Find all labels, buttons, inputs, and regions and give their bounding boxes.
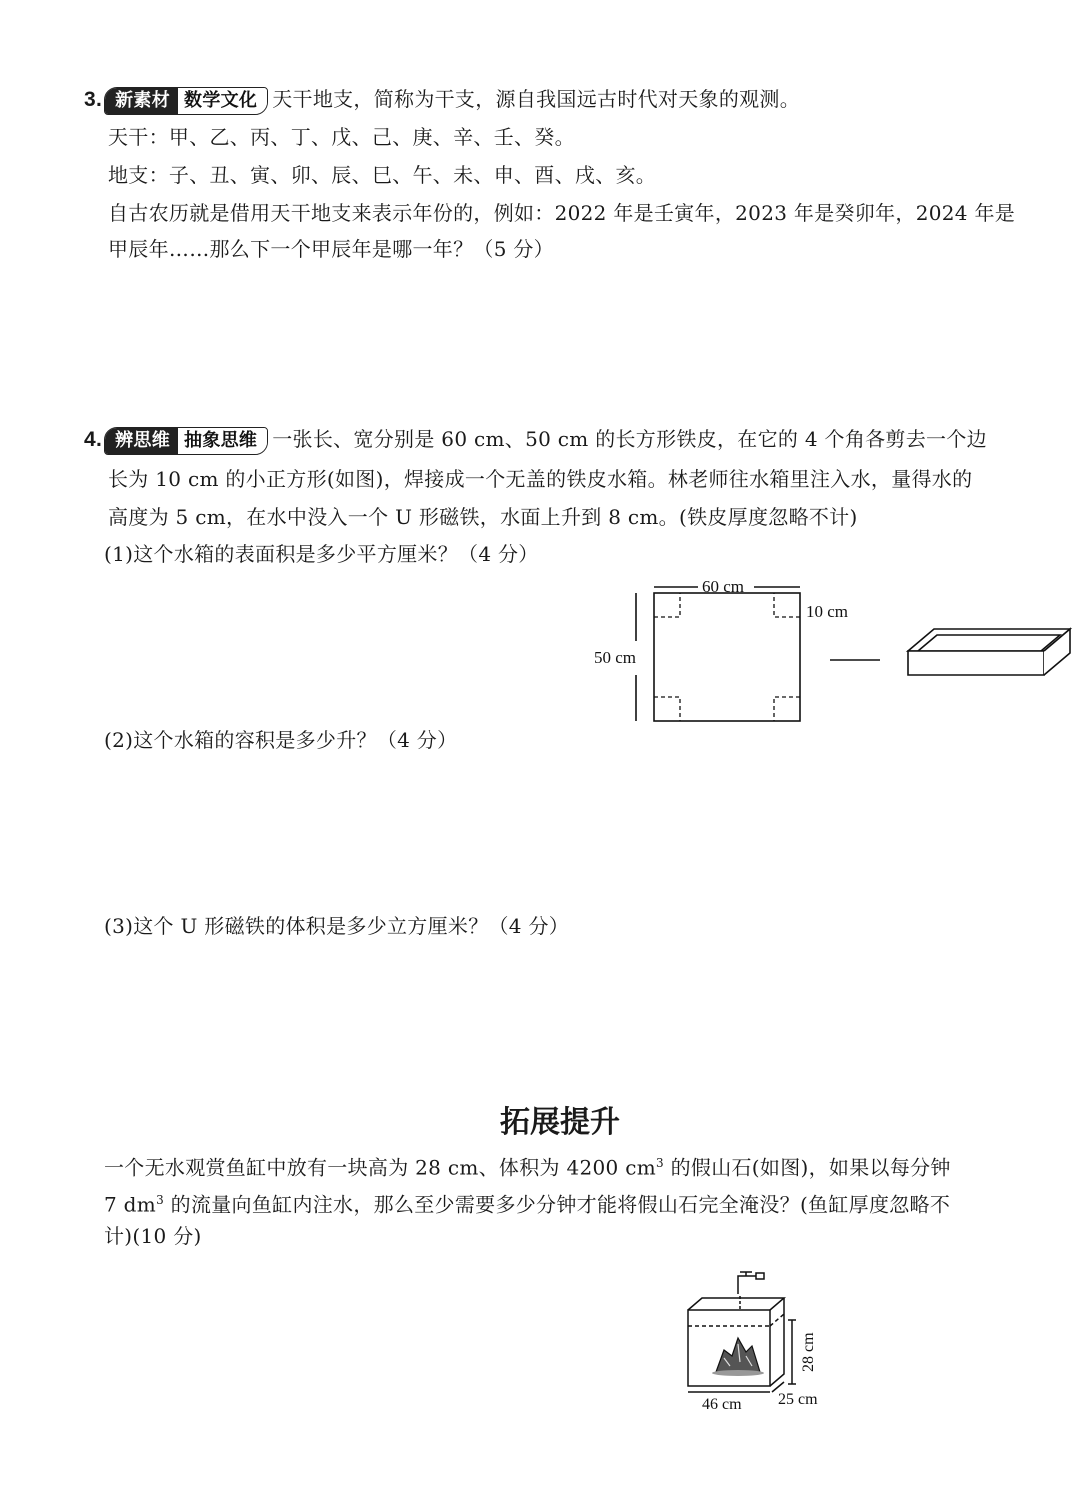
fish-tank-figure bbox=[680, 1262, 850, 1413]
ext-line2-a: 7 dm bbox=[104, 1192, 157, 1217]
q4-header-line bbox=[84, 424, 987, 455]
cut-corner-tr bbox=[774, 593, 800, 617]
label-60cm: 60 cm bbox=[702, 577, 745, 596]
ext-line1 bbox=[104, 1148, 951, 1183]
label-25cm: 25 cm bbox=[778, 1391, 818, 1408]
ext-line1-b: 的假山石(如图)，如果以每分钟 bbox=[663, 1155, 951, 1180]
ext-line2-sup: 3 bbox=[156, 1193, 164, 1207]
q3-tiangan: 天干：甲、乙、丙、丁、戊、己、庚、辛、壬、癸。 bbox=[108, 125, 575, 149]
label-46cm: 46 cm bbox=[702, 1396, 742, 1413]
q4-tag-primary: 辨思维 bbox=[105, 428, 178, 454]
q4-line1: 一张长、宽分别是 60 cm、50 cm 的长方形铁皮，在它的 4 个角各剪去一个边 bbox=[272, 427, 987, 451]
q3-tag-primary: 新素材 bbox=[105, 88, 178, 114]
q3-intro: 天干地支，简称为干支，源自我国远古时代对天象的观测。 bbox=[272, 87, 801, 111]
q4-sub3: (3)这个 U 形磁铁的体积是多少立方厘米？（4 分） bbox=[104, 914, 570, 938]
sheet-rect bbox=[654, 593, 800, 721]
ext-line2-b: 的流量向鱼缸内注水，那么至少需要多少分钟才能将假山石完全淹没？(鱼缸厚度忽略不 bbox=[164, 1192, 951, 1217]
q4-figure bbox=[590, 575, 1080, 735]
label-28cm: 28 cm bbox=[800, 1332, 817, 1372]
rock-icon bbox=[716, 1338, 760, 1372]
q4-sub2: (2)这个水箱的容积是多少升？（4 分） bbox=[104, 728, 458, 752]
q4-sub1: (1)这个水箱的表面积是多少平方厘米？（4 分） bbox=[104, 542, 539, 566]
tank-top bbox=[688, 1298, 784, 1310]
ext-line1-a: 一个无水观赏鱼缸中放有一块高为 28 cm、体积为 4200 cm bbox=[104, 1155, 657, 1180]
q4-line3: 高度为 5 cm，在水中没入一个 U 形磁铁，水面上升到 8 cm。(铁皮厚度忽略不计) bbox=[108, 505, 858, 529]
q4-number: 4. bbox=[84, 428, 103, 451]
label-10cm: 10 cm bbox=[806, 602, 849, 621]
cut-corner-bl bbox=[654, 697, 680, 721]
faucet-icon bbox=[738, 1272, 756, 1294]
cut-corner-br bbox=[774, 697, 800, 721]
ext-line2 bbox=[104, 1185, 950, 1220]
q3-tag-secondary: 数学文化 bbox=[178, 88, 267, 114]
ext-line1-sup: 3 bbox=[656, 1156, 664, 1170]
extension-title: 拓展提升 bbox=[500, 1105, 620, 1140]
q4-tag bbox=[104, 427, 268, 455]
q3-number: 3. bbox=[84, 88, 103, 111]
q3-text-line1: 自古农历就是借用天干地支来表示年份的，例如：2022 年是壬寅年，2023 年是癸卯年，2024 年是 bbox=[108, 201, 1016, 225]
label-50cm: 50 cm bbox=[594, 648, 637, 667]
q4-tag-secondary: 抽象思维 bbox=[178, 428, 267, 454]
ext-line3: 计)(10 分) bbox=[104, 1224, 202, 1248]
tank-side bbox=[770, 1298, 784, 1386]
open-box bbox=[908, 629, 1070, 675]
q4-line2: 长为 10 cm 的小正方形(如图)，焊接成一个无盖的铁皮水箱。林老师往水箱里注入水，量得水的 bbox=[108, 467, 973, 491]
q3-tag bbox=[104, 87, 268, 115]
q3-dizhi: 地支：子、丑、寅、卯、辰、巳、午、未、申、酉、戌、亥。 bbox=[108, 163, 657, 187]
q3-text-line2: 甲辰年……那么下一个甲辰年是哪一年？（5 分） bbox=[108, 237, 554, 261]
q3-header-line bbox=[84, 84, 800, 115]
cut-corner-tl bbox=[654, 593, 680, 617]
